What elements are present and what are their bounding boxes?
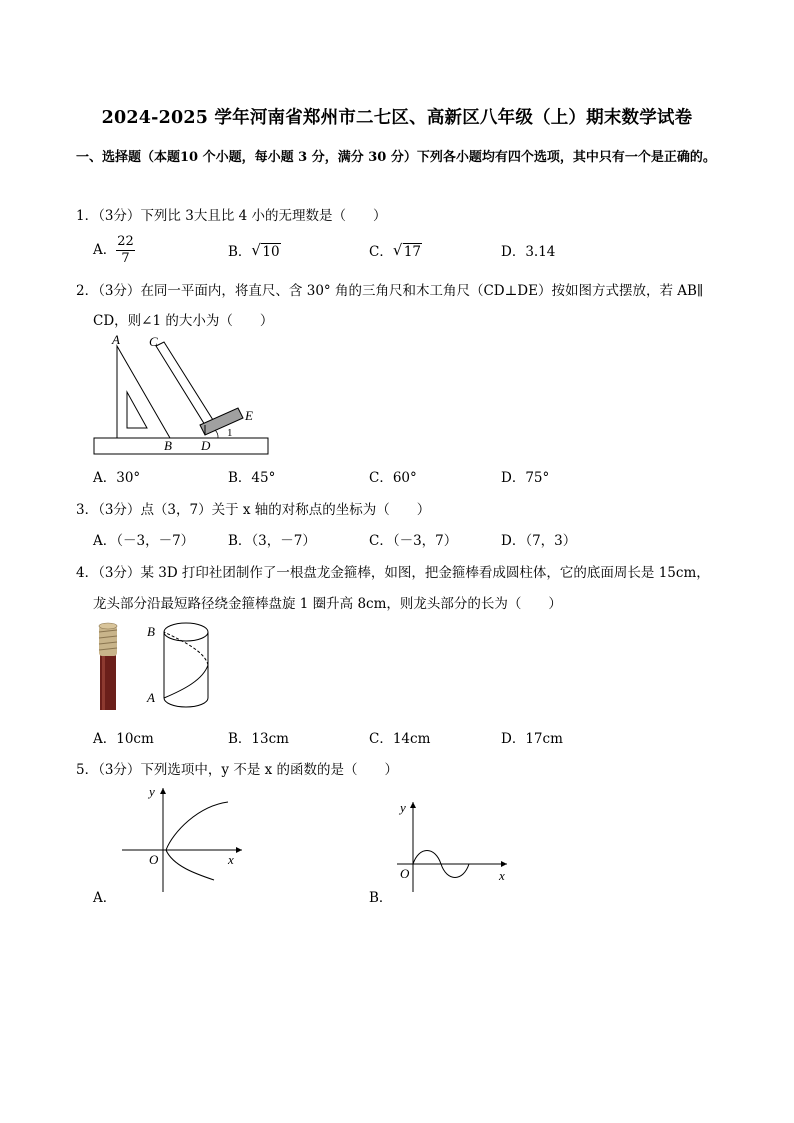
q3-option-b: B．（3，－7） [228, 533, 316, 549]
question-2-line2: CD，则∠1 的大小为（ ） [93, 313, 274, 329]
q2-option-d: D．75° [501, 470, 550, 486]
q4-option-c: C．14cm [369, 731, 431, 747]
ruler-triangle-figure [90, 330, 280, 458]
label-b: B [164, 438, 172, 453]
angle-arc [215, 430, 218, 438]
question-number: 3． [76, 502, 99, 518]
sqrt-symbol: √ 10 [251, 241, 280, 260]
graph-a-parabola [118, 782, 248, 894]
q3-option-c: C．（－3，7） [369, 533, 458, 549]
question-number: 5． [76, 762, 99, 778]
svg-text:x: x [228, 852, 234, 867]
triangle-inner [127, 392, 147, 428]
q2-option-c: C．60° [369, 470, 417, 486]
fraction: $\frac{22}{7}$ [117, 234, 134, 266]
question-text: 下列选项中，y 不是 x 的函数的是（ ） [140, 762, 399, 778]
triangle-outer [117, 346, 170, 438]
page-title: 2024-2025 学年河南省郑州市二七区、高新区八年级（上）期末数学试卷 [101, 108, 693, 128]
svg-text:O: O [149, 852, 159, 867]
q4-option-d: D．17cm [501, 731, 563, 747]
svg-text:x: x [499, 868, 505, 883]
question-1 [76, 204, 387, 224]
q1-option-c: C． √ 17 [369, 241, 422, 260]
svg-text:O: O [400, 866, 410, 881]
q1-option-a: A． $\frac{22}{7}$ [93, 234, 134, 266]
q5-option-b: B． [369, 890, 393, 906]
question-4-line2: 龙头部分沿最短路径绕金箍棒盘旋 1 圈升高 8cm，则龙头部分的长为（ ） [93, 596, 562, 612]
ruler-shape [94, 438, 268, 454]
q1-option-d: D．3.14 [501, 244, 556, 260]
question-score: （3分） [98, 565, 141, 581]
section-heading: 一、选择题（本题10 个小题，每小题 3 分，满分 30 分）下列各小题均有四个选项，其中只有一个是正确的。 [76, 150, 716, 165]
question-text: 下列比 3大且比 4 小的无理数是（ ） [140, 208, 387, 224]
q5-option-a: A． [93, 890, 117, 906]
graph-b-wave [395, 798, 515, 894]
svg-text:y: y [149, 784, 155, 799]
label-b: B [147, 624, 155, 639]
question-score: （3分） [98, 762, 141, 778]
q3-option-a: A．（－3，－7） [93, 533, 195, 549]
question-number: 1． [76, 208, 99, 224]
golden-rod-photo [96, 622, 122, 712]
label-angle-1: 1 [227, 427, 233, 439]
question-score: （3分） [98, 502, 141, 518]
q2-option-a: A．30° [93, 470, 141, 486]
question-number: 4． [76, 565, 99, 581]
label-d: D [201, 438, 211, 453]
q4-option-b: B．13cm [228, 731, 289, 747]
question-4 [76, 561, 710, 581]
question-score: （3分） [98, 283, 141, 299]
label-c: C [149, 334, 158, 349]
svg-text:y: y [400, 800, 406, 815]
question-score: （3分） [98, 208, 141, 224]
cylinder-figure [143, 620, 215, 712]
label-a: A [147, 690, 155, 705]
label-a: A [112, 332, 120, 347]
q2-option-b: B．45° [228, 470, 276, 486]
q1-option-b: B． √ 10 [228, 241, 280, 260]
question-3 [76, 498, 430, 518]
label-e: E [245, 408, 253, 423]
square-long-arm [156, 342, 213, 425]
question-text: 点（3，7）关于 x 轴的对称点的坐标为（ ） [140, 502, 431, 518]
question-text: 在同一平面内，将直尺、含 30° 角的三角尺和木工角尺（CD⊥DE）按如图方式摆放，若 AB∥ [140, 283, 704, 299]
question-text: 某 3D 打印社团制作了一根盘龙金箍棒，如图，把金箍棒看成圆柱体，它的底面周长是 15cm， [140, 565, 710, 581]
question-5 [76, 758, 398, 778]
question-2 [76, 279, 703, 299]
question-number: 2． [76, 283, 99, 299]
q4-option-a: A．10cm [93, 731, 154, 747]
sqrt-symbol: √ 17 [392, 241, 422, 260]
q3-option-d: D．（7，3） [501, 533, 577, 549]
